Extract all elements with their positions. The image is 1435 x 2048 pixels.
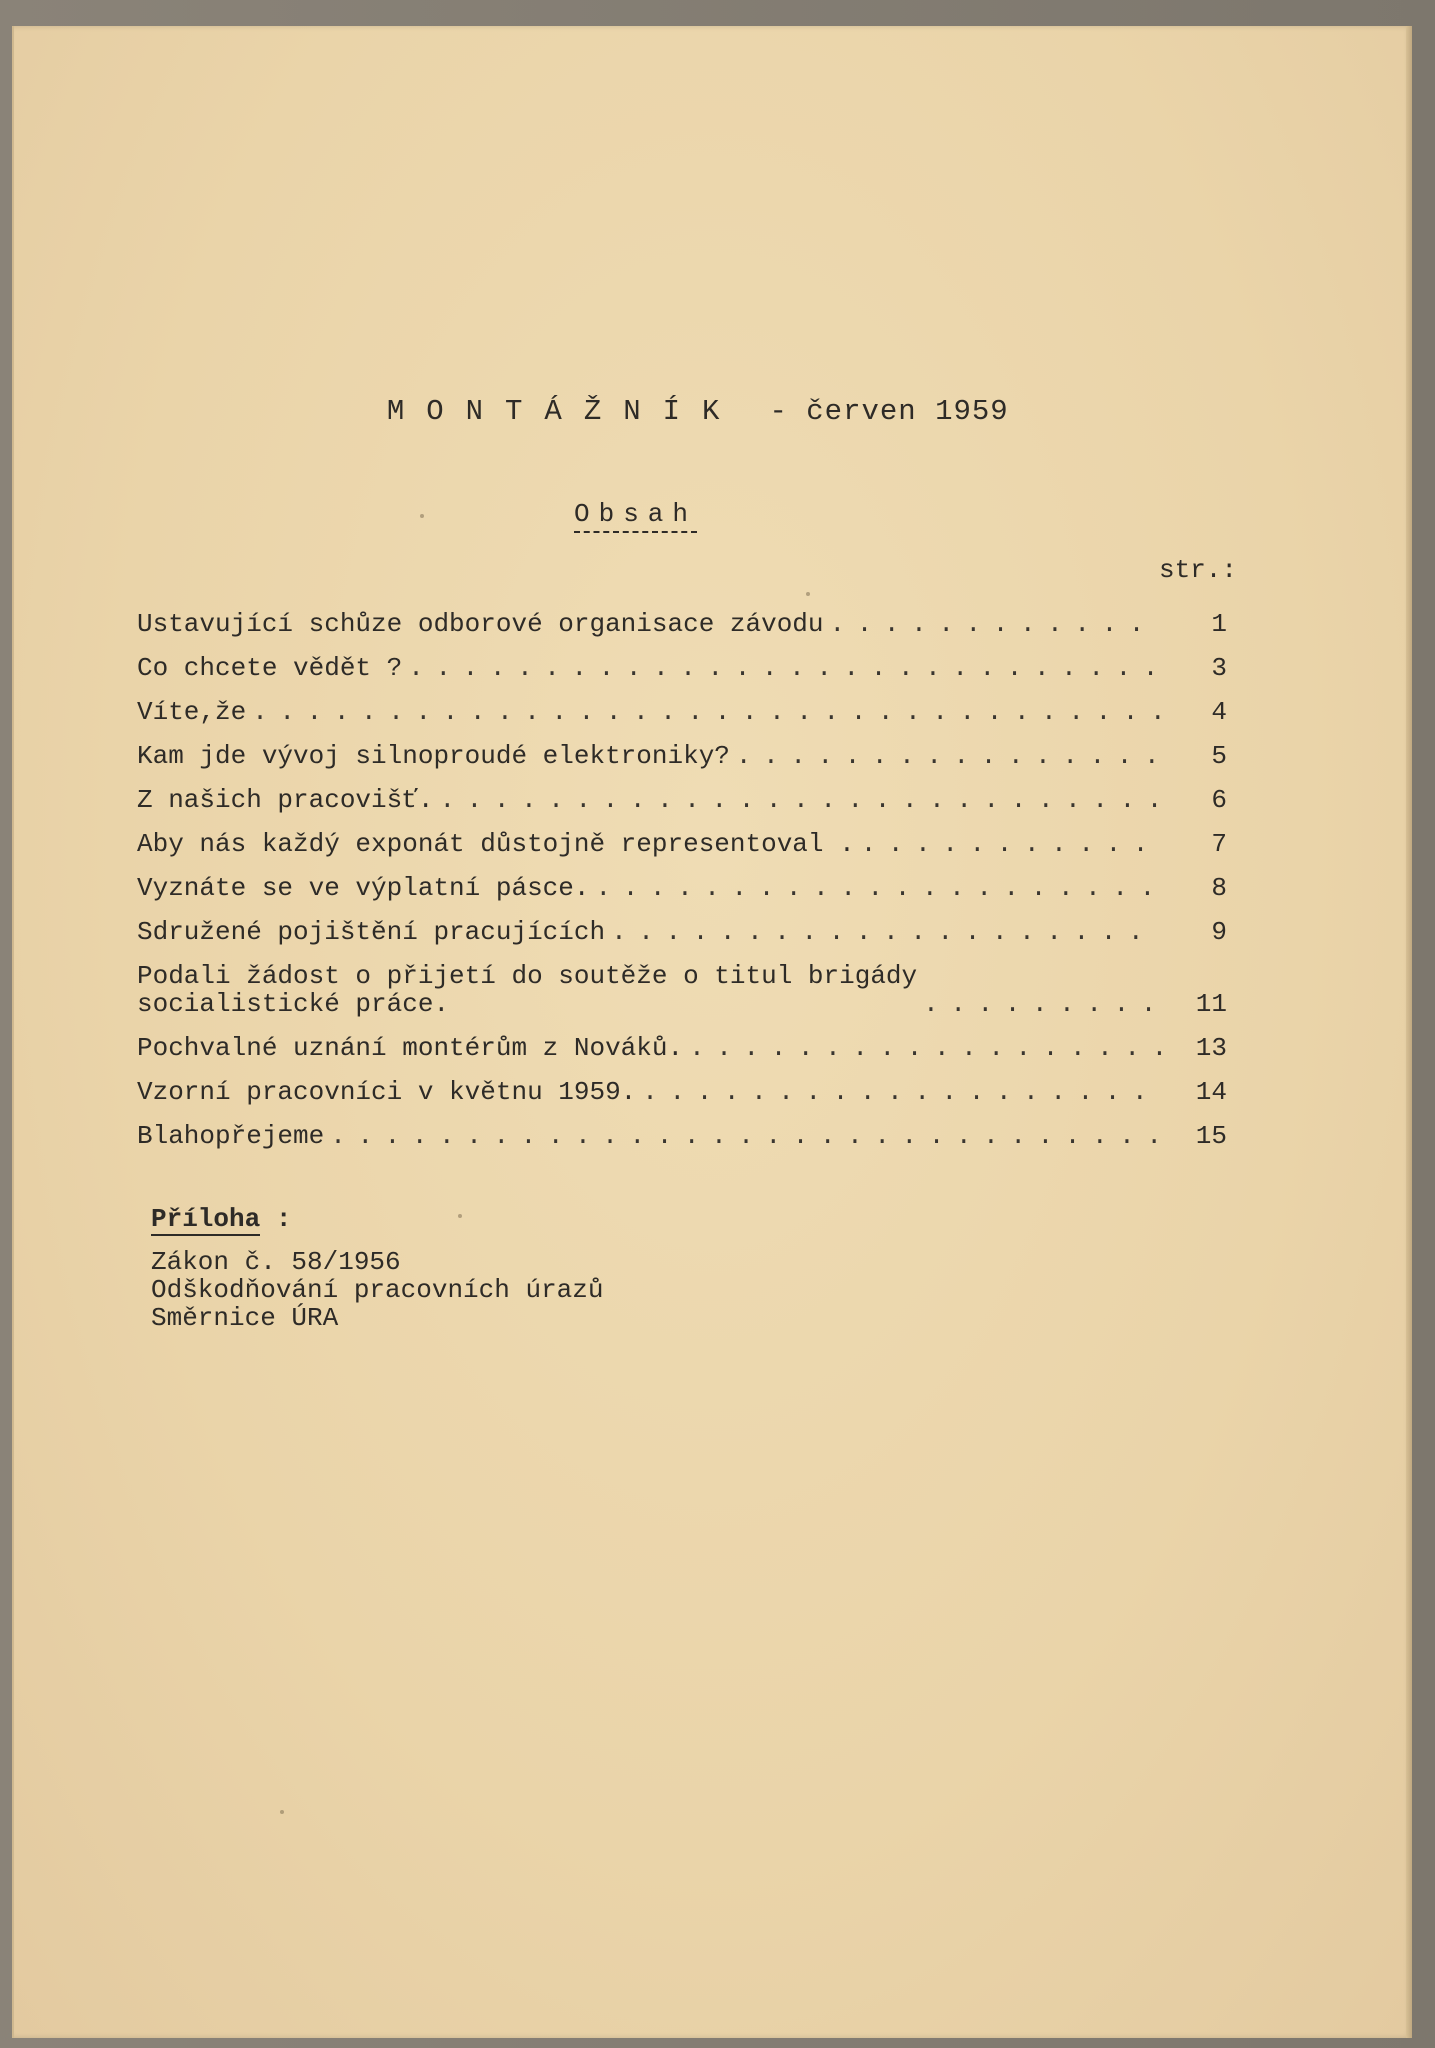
paper-speck [280, 1810, 284, 1814]
dot-leader [689, 1034, 1161, 1062]
toc-entry [137, 1122, 1227, 1150]
toc-entry [137, 1078, 1227, 1106]
attachment-item: Směrnice ÚRA [151, 1303, 339, 1333]
toc-entry-page: 9 [1211, 917, 1227, 947]
dot-leader [923, 990, 1161, 1018]
toc-entry-title: Podali žádost o přijetí do soutěže o titul brigády socialistické práce. [137, 961, 918, 1019]
table-of-contents [137, 610, 1227, 1166]
toc-entry-title: Co chcete vědět ? [137, 653, 403, 683]
toc-entry-title: Aby nás každý exponát důstojně representoval . [137, 829, 855, 859]
attachment-heading-text: Příloha [151, 1204, 261, 1234]
toc-entry-page: 6 [1211, 785, 1227, 815]
dot-leader [642, 1078, 1161, 1106]
toc-entry [137, 654, 1227, 682]
toc-entry-page: 11 [1195, 989, 1227, 1019]
dot-leader [736, 742, 1161, 770]
toc-entry-title: Pochvalné uznání montérům z Nováků. [137, 1033, 684, 1063]
dot-leader [611, 918, 1161, 946]
toc-entry [137, 610, 1227, 638]
page-column-label: str.: [1159, 555, 1238, 585]
toc-entry-title: Blahopřejeme [137, 1121, 325, 1151]
dot-leader [439, 786, 1161, 814]
toc-entry-title: Kam jde vývoj silnoproudé elektroniky? [137, 741, 730, 771]
attachment-item: Odškodňování pracovních úrazů [151, 1275, 604, 1305]
toc-entry [137, 786, 1227, 814]
attachment-heading-colon: : [275, 1204, 292, 1234]
toc-entry-page: 3 [1211, 653, 1227, 683]
toc-entry-title: Z našich pracovišť. [137, 785, 434, 815]
publication-title: MONTÁŽNÍK [386, 395, 742, 428]
dot-leader [830, 610, 1161, 638]
toc-entry-page: 13 [1195, 1033, 1227, 1063]
issue-date: - červen 1959 [769, 395, 1009, 428]
toc-entry-title: Sdružené pojištění pracujících [137, 917, 606, 947]
dot-leader [330, 1122, 1161, 1150]
attachment-heading [151, 1204, 603, 1234]
toc-entry-page: 5 [1211, 741, 1227, 771]
toc-entry-title: Vzorní pracovníci v květnu 1959. [137, 1077, 637, 1107]
toc-entry-title: Ustavující schůze odborové organisace závodu [137, 609, 824, 639]
paper-speck [420, 514, 424, 518]
toc-entry-title: Vyznáte se ve výplatní pásce. [137, 873, 590, 903]
toc-entry-page: 8 [1211, 873, 1227, 903]
dot-leader [595, 874, 1161, 902]
toc-entry [137, 830, 1227, 858]
toc-entry [137, 918, 1227, 946]
toc-entry [137, 874, 1227, 902]
dot-leader [252, 698, 1161, 726]
dot-leader [861, 830, 1161, 858]
masthead [352, 362, 1009, 428]
toc-entry-page: 1 [1211, 609, 1227, 639]
toc-entry-page: 4 [1211, 697, 1227, 727]
toc-entry-page: 7 [1211, 829, 1227, 859]
toc-entry [137, 962, 1227, 1018]
toc-entry-title: Víte,že [137, 697, 247, 727]
attachment-section [151, 1204, 603, 1332]
page-edge [1406, 26, 1412, 2038]
paper-speck [806, 592, 810, 596]
toc-entry [137, 1034, 1227, 1062]
contents-heading: Obsah [574, 499, 697, 533]
dot-leader [408, 654, 1161, 682]
toc-entry-page: 15 [1195, 1121, 1227, 1151]
toc-entry [137, 698, 1227, 726]
toc-entry-page: 14 [1195, 1077, 1227, 1107]
attachment-list [151, 1248, 603, 1332]
toc-entry [137, 742, 1227, 770]
attachment-item: Zákon č. 58/1956 [151, 1247, 401, 1277]
